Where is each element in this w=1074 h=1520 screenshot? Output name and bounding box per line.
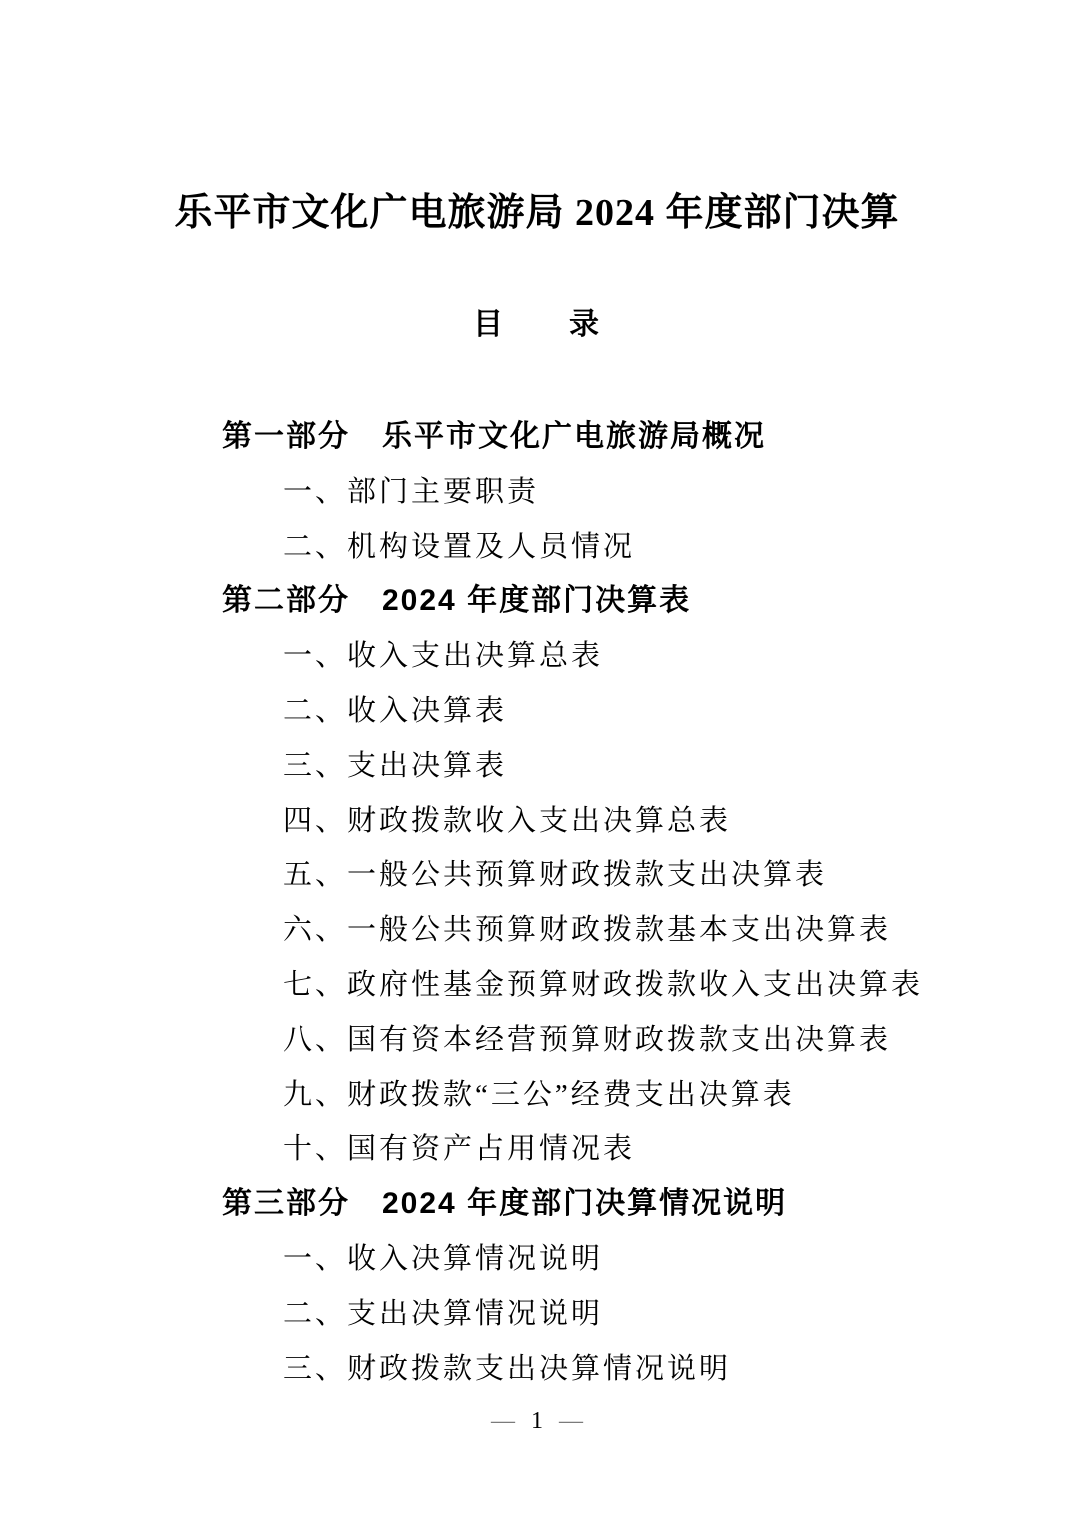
toc-item-part3-2: 二、支出决算情况说明 — [283, 1297, 604, 1330]
toc-item-part2-5: 五、一般公共预算财政拨款支出决算表 — [283, 859, 828, 892]
toc-item-part2-3: 三、支出决算表 — [283, 749, 508, 782]
toc-item-part2-9: 九、财政拨款“三公”经费支出决算表 — [283, 1078, 795, 1111]
toc-item-part1-1: 一、部门主要职责 — [283, 475, 540, 508]
footer-dash-right: — — [559, 1408, 583, 1434]
toc-section-part1: 第一部分 乐平市文化广电旅游局概况 — [222, 420, 766, 453]
toc-item-part2-8: 八、国有资本经营预算财政拨款支出决算表 — [283, 1023, 892, 1056]
toc-item-part2-4: 四、财政拨款收入支出决算总表 — [283, 804, 732, 837]
toc-heading: 目 录 — [473, 308, 601, 341]
page-footer — [0, 1406, 1074, 1436]
document-title: 乐平市文化广电旅游局 2024 年度部门决算 — [174, 192, 900, 234]
toc-item-part2-6: 六、一般公共预算财政拨款基本支出决算表 — [283, 914, 892, 947]
toc-section-part2: 第二部分 2024 年度部门决算表 — [222, 584, 692, 618]
page-number: 1 — [531, 1408, 543, 1434]
toc-section-part3: 第三部分 2024 年度部门决算情况说明 — [222, 1187, 788, 1221]
toc-item-part2-7: 七、政府性基金预算财政拨款收入支出决算表 — [283, 968, 924, 1001]
toc-item-part2-1: 一、收入支出决算总表 — [283, 640, 604, 673]
toc-item-part3-3: 三、财政拨款支出决算情况说明 — [283, 1352, 732, 1385]
footer-dash-left: — — [491, 1408, 515, 1434]
toc-item-part2-2: 二、收入决算表 — [283, 694, 508, 727]
table-of-contents — [222, 410, 1014, 1396]
toc-item-part1-2: 二、机构设置及人员情况 — [283, 530, 636, 563]
toc-item-part3-1: 一、收入决算情况说明 — [283, 1242, 604, 1275]
toc-item-part2-10: 十、国有资产占用情况表 — [283, 1133, 636, 1166]
